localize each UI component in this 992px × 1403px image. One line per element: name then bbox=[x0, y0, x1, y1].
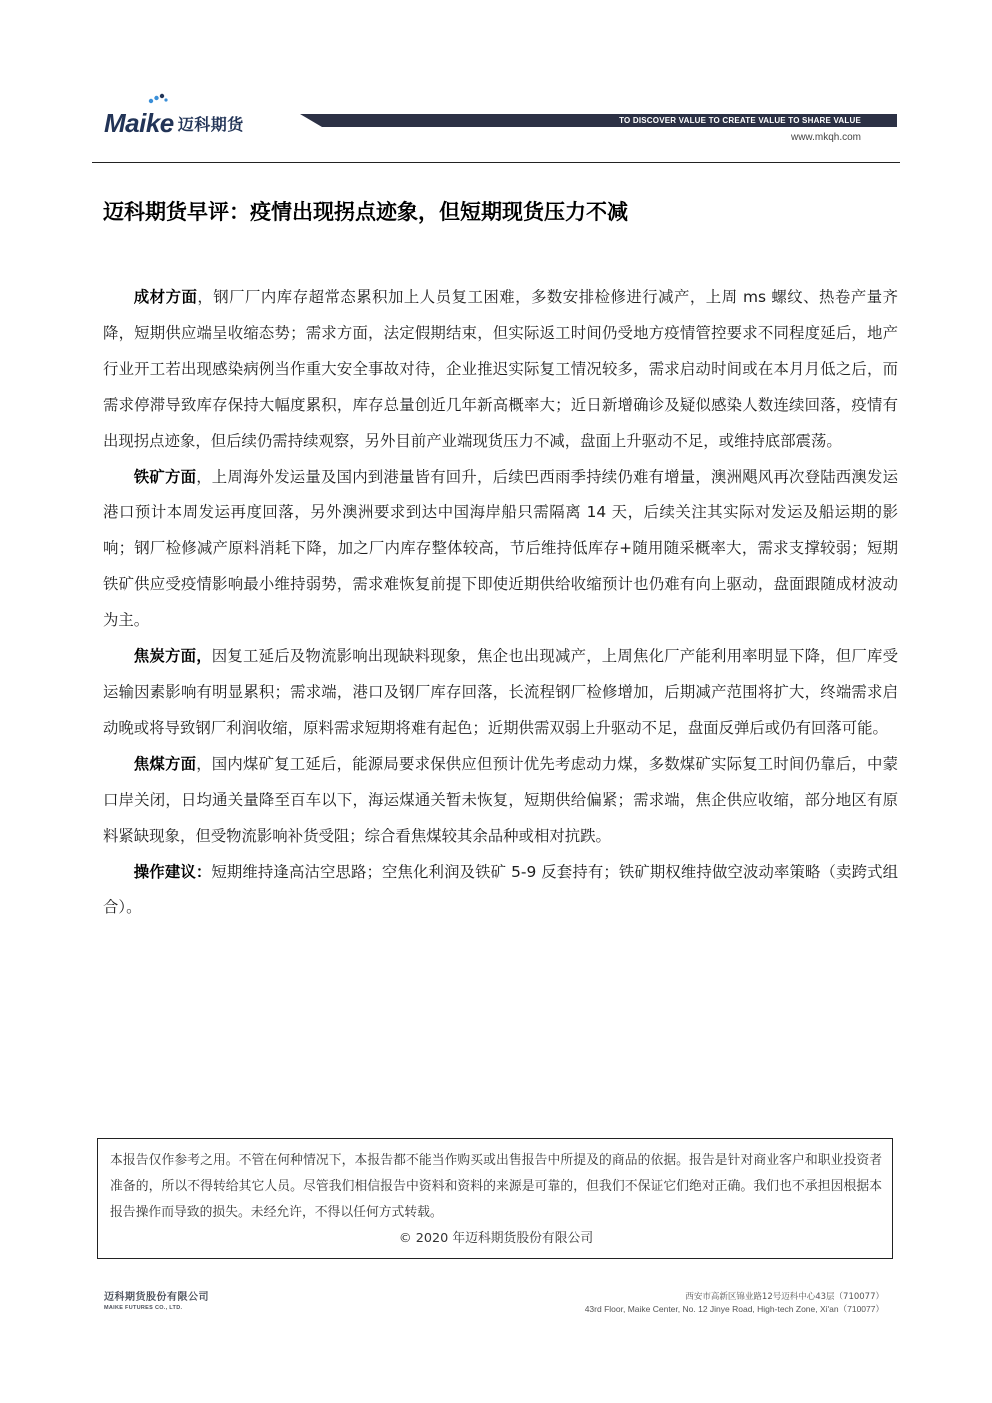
paragraph-lead: 操作建议： bbox=[133, 862, 212, 881]
logo-chinese-name: 迈科期货 bbox=[177, 115, 244, 134]
paragraph-coke bbox=[103, 639, 898, 747]
copyright-notice: © 2020 年迈科期货股份有限公司 bbox=[398, 1231, 594, 1246]
paragraph-text: ，国内煤矿复工延后，能源局要求保供应但预计优先考虑动力煤，多数煤矿实际复工时间仍靠后，中蒙口岸关闭，日均通关量降至百车以下，海运煤通关暂未恢复，短期供给偏紧；需求端，焦企供应收缩，部分地区有原料紧缺现象，但受物流影响补货受阻；综合看焦煤较其余品种或相对抗跌。 bbox=[103, 754, 898, 845]
paragraph-text: ，上周海外发运量及国内到港量皆有回升，后续巴西雨季持续仍难有增量，澳洲飓风再次登陆西澳发运港口预计本周发运再度回落，另外澳洲要求到达中国海岸船只需隔离 14 天，后续关注其实际对发运及船运期的影响；钢厂检修减产原料消耗下降，加之厂内库存整体较高，节后维持低库存+随用随采概率大，需求支撑较弱；短期铁矿供应受疫情影响最小维持弱势，需求难恢复前提下即使近期供给收缩预计也仍难有向上驱动，盘面跟随成材波动为主。 bbox=[103, 467, 898, 630]
paragraph-lead: 成材方面 bbox=[133, 288, 198, 306]
header-divider bbox=[92, 162, 900, 163]
website-url: www.mkqh.com bbox=[790, 132, 861, 143]
disclaimer-text: 本报告仅作参考之用。不管在何种情况下，本报告都不能当作购买或出售报告中所提及的商品的依据。报告是针对商业客户和职业投资者准备的，所以不得转给其它人员。尽管我们相信报告中资料和资料的来源是可靠的，但我们不保证它们绝对正确。我们也不承担因根据本报告操作而导致的损失。未经允许，不得以任何方式转载。 bbox=[110, 1153, 882, 1220]
footer-company bbox=[104, 1292, 209, 1312]
paragraph-coking-coal bbox=[103, 747, 898, 855]
paragraph-iron-ore bbox=[103, 460, 898, 640]
company-logo bbox=[104, 104, 244, 136]
header-slogan: TO DISCOVER VALUE TO CREATE VALUE TO SHARE VALUE bbox=[619, 116, 861, 125]
footer-address-cn: 西安市高新区锦业路12号迈科中心43层（710077） bbox=[685, 1292, 884, 1302]
paragraph-steel bbox=[103, 280, 898, 460]
paragraph-text: 短期维持逢高沽空思路；空焦化利润及铁矿 5-9 反套持有；铁矿期权维持做空波动率策略（卖跨式组合）。 bbox=[103, 862, 898, 917]
paragraph-text: 因复工延后及物流影响出现缺料现象，焦企也出现减产，上周焦化厂产能利用率明显下降，但厂库受运输因素影响有明显累积；需求端，港口及钢厂库存回落，长流程钢厂检修增加，后期减产范围将扩大，终端需求启动晚或将导致钢厂利润收缩，原料需求短期将难有起色；近期供需双弱上升驱动不足，盘面反弹后或仍有回落可能。 bbox=[103, 647, 898, 737]
logo-wordmark: Maike bbox=[104, 108, 174, 138]
paragraph-lead: 焦煤方面 bbox=[133, 754, 197, 773]
footer-company-cn: 迈科期货股份有限公司 bbox=[104, 1292, 209, 1303]
disclaimer-box bbox=[97, 1138, 893, 1259]
paragraph-lead: 铁矿方面 bbox=[133, 467, 197, 486]
footer-company-en: MAIKE FUTURES CO., LTD. bbox=[104, 1305, 183, 1311]
logo-dots-icon bbox=[148, 93, 168, 105]
paragraph-strategy bbox=[103, 855, 898, 927]
paragraph-text: ，钢厂厂内库存超常态累积加上人员复工困难，多数安排检修进行减产，上周 ms 螺纹、热卷产量齐降，短期供应端呈收缩态势；需求方面，法定假期结束，但实际返工时间仍受地方疫情管控要求不同程度延后，地产行业开工若出现感染病例当作重大安全事故对待，企业推迟实际复工情况较多，需求启动时间或在本月月低之后，而需求停滞导致库存保持大幅度累积，库存总量创近几年新高概率大；近日新增确诊及疑似感染人数连续回落，疫情有出现拐点迹象，但后续仍需持续观察，另外目前产业端现货压力不减，盘面上升驱动不足，或维持底部震荡。 bbox=[103, 288, 898, 450]
report-title: 迈科期货早评：疫情出现拐点迹象，但短期现货压力不减 bbox=[103, 200, 628, 224]
footer-address-en: 43rd Floor, Maike Center, No. 12 Jinye Road, High-tech Zone, Xi'an（710077） bbox=[584, 1304, 884, 1314]
paragraph-lead: 焦炭方面， bbox=[133, 647, 212, 666]
footer-address bbox=[585, 1291, 884, 1315]
report-body bbox=[103, 280, 898, 926]
header-banner bbox=[300, 114, 897, 127]
